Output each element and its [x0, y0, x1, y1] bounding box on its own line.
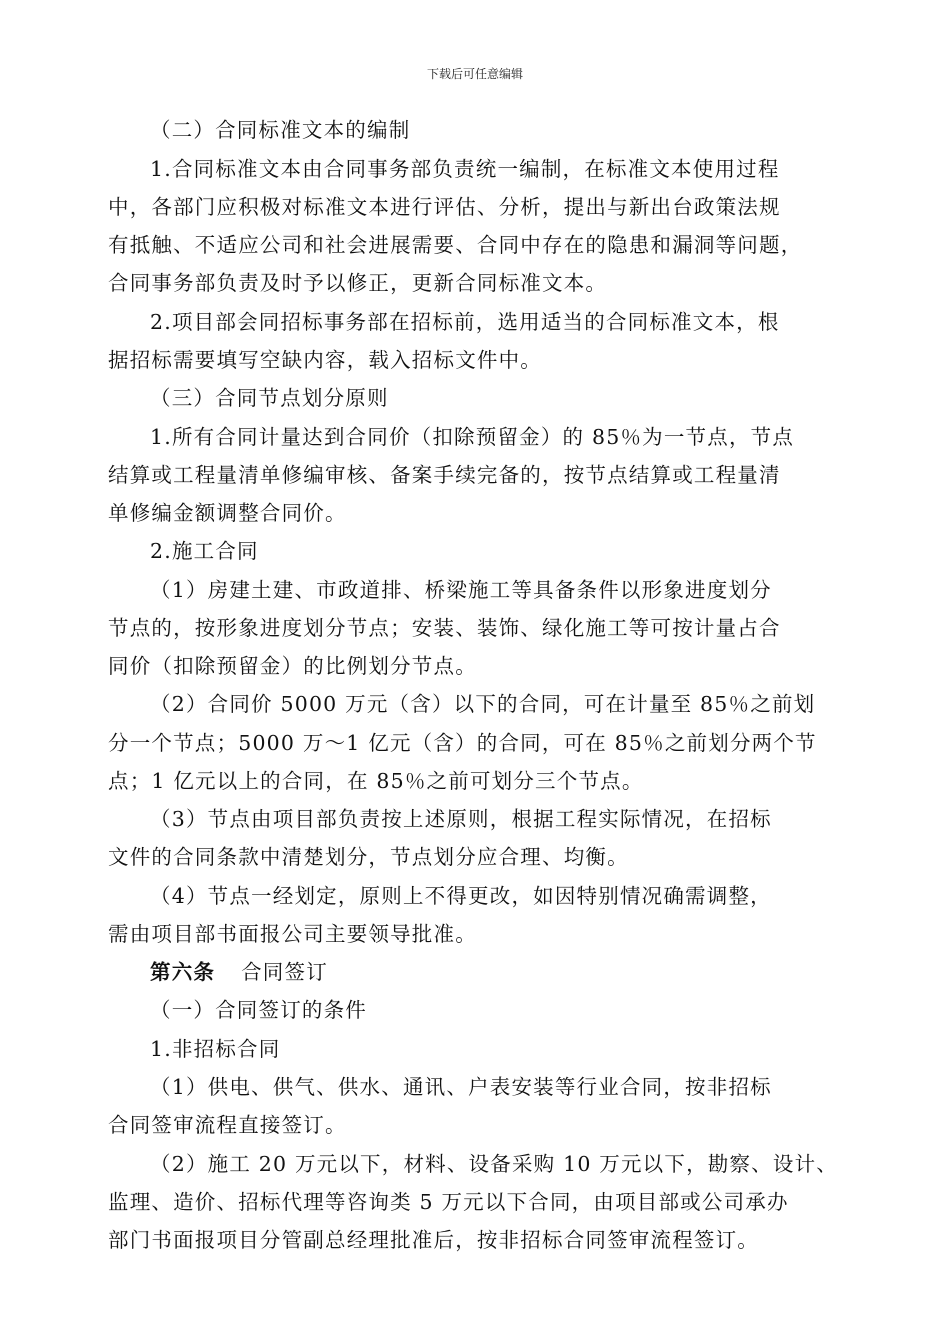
paragraph-line: 合同签审流程直接签订。	[108, 1113, 347, 1137]
paragraph-line: 1.非招标合同	[150, 1037, 281, 1061]
article-number: 第六条	[150, 960, 216, 984]
paragraph-line: 同价（扣除预留金）的比例划分节点。	[108, 654, 477, 678]
paragraph-line: 1.所有合同计量达到合同价（扣除预留金）的 85％为一节点，节点	[150, 425, 795, 449]
page-header: 下载后可任意编辑	[426, 67, 523, 81]
paragraph-line: 需由项目部书面报公司主要领导批准。	[108, 922, 477, 946]
paragraph-line: 有抵触、不适应公司和社会进展需要、合同中存在的隐患和漏洞等问题，	[108, 233, 803, 257]
paragraph-line: 监理、造价、招标代理等咨询类 5 万元以下合同，由项目部或公司承办	[108, 1190, 789, 1214]
paragraph-line: 结算或工程量清单修编审核、备案手续完备的，按节点结算或工程量清	[108, 463, 781, 487]
paragraph-line: 部门书面报项目分管副总经理批准后，按非招标合同签审流程签订。	[108, 1228, 759, 1252]
paragraph-line: （1）供电、供气、供水、通讯、户表安装等行业合同，按非招标	[150, 1075, 772, 1099]
paragraph-line: （1）房建土建、市政道排、桥梁施工等具备条件以形象进度划分	[150, 578, 772, 602]
paragraph-line: 合同事务部负责及时予以修正，更新合同标准文本。	[108, 271, 608, 295]
paragraph-line: 中，各部门应积极对标准文本进行评估、分析，提出与新出台政策法规	[108, 195, 781, 219]
article-title: 合同签订	[241, 960, 328, 984]
paragraph-line: 据招标需要填写空缺内容，载入招标文件中。	[108, 348, 542, 372]
paragraph-line: 文件的合同条款中清楚划分，节点划分应合理、均衡。	[108, 845, 629, 869]
paragraph-line: （2）合同价 5000 万元（含）以下的合同，可在计量至 85％之前划	[150, 692, 816, 716]
paragraph-line: 点；1 亿元以上的合同，在 85％之前可划分三个节点。	[108, 769, 644, 793]
paragraph-line: （2）施工 20 万元以下，材料、设备采购 10 万元以下，勘察、设计、	[150, 1152, 838, 1176]
section-heading: （一）合同签订的条件	[150, 998, 367, 1022]
section-heading: （二）合同标准文本的编制	[150, 118, 411, 142]
paragraph-line: 节点的，按形象进度划分节点；安装、装饰、绿化施工等可按计量占合	[108, 616, 781, 640]
paragraph-line: 1.合同标准文本由合同事务部负责统一编制，在标准文本使用过程	[150, 157, 780, 181]
paragraph-line: 单修编金额调整合同价。	[108, 501, 347, 525]
section-heading: （三）合同节点划分原则	[150, 386, 389, 410]
paragraph-line: （3）节点由项目部负责按上述原则，根据工程实际情况，在招标	[150, 807, 772, 831]
paragraph-line: 2.项目部会同招标事务部在招标前，选用适当的合同标准文本，根	[150, 310, 780, 334]
paragraph-line: （4）节点一经划定，原则上不得更改，如因特别情况确需调整，	[150, 884, 772, 908]
paragraph-line: 分一个节点；5000 万～1 亿元（含）的合同，可在 85％之前划分两个节	[108, 731, 817, 755]
article-heading	[150, 958, 848, 986]
paragraph-line: 2.施工合同	[150, 539, 259, 563]
